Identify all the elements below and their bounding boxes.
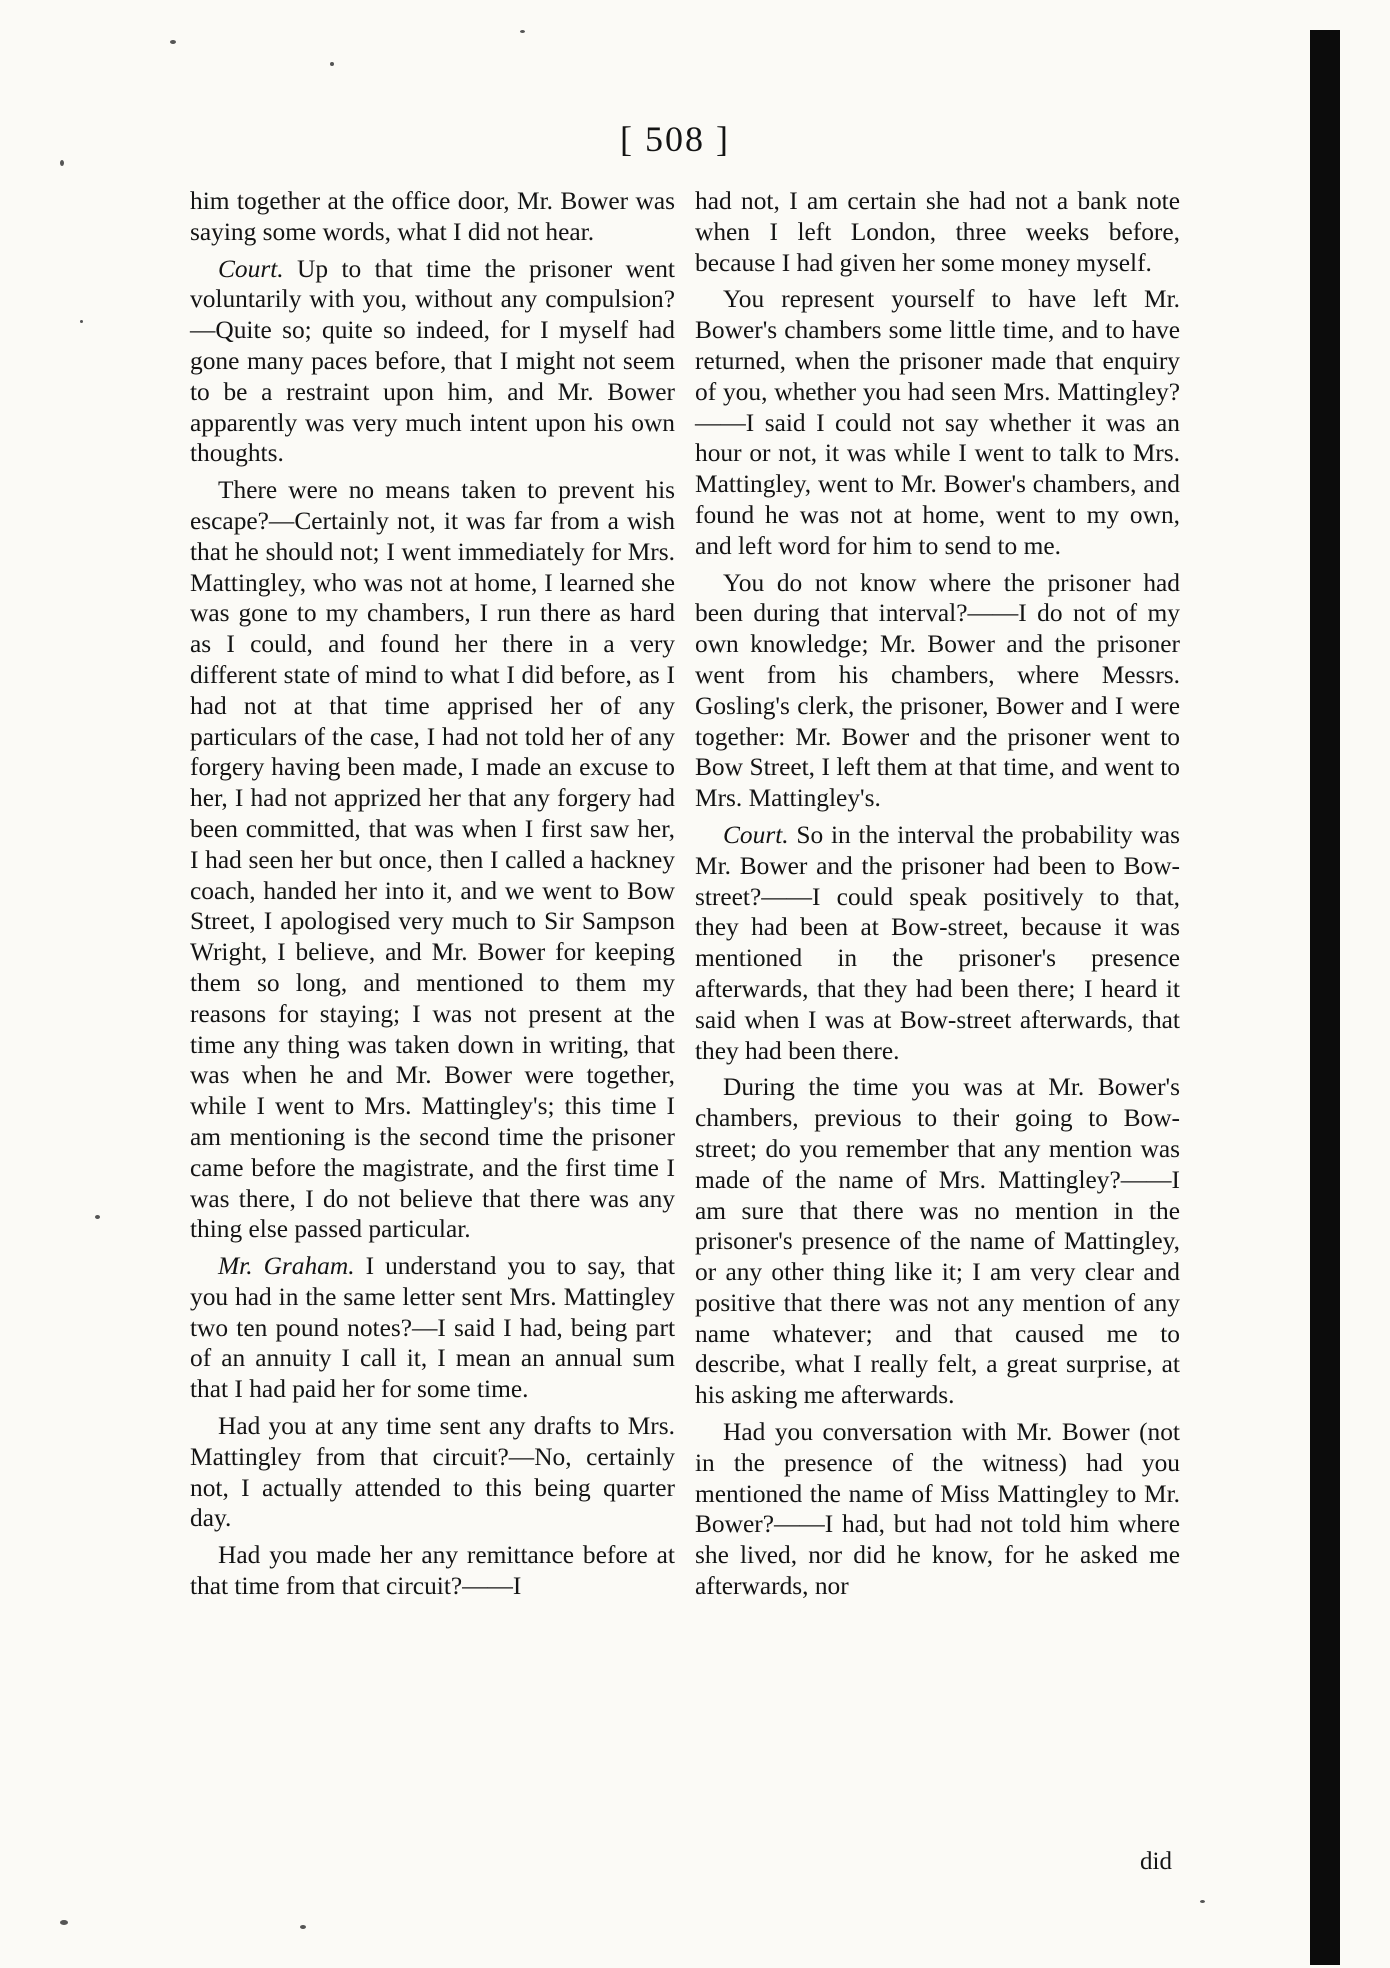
page-edge-shadow: [1310, 30, 1340, 1965]
paragraph-text: him together at the office door, Mr. Bower was saying some words, what I did not hear.: [190, 187, 675, 246]
print-speck: [170, 40, 176, 44]
paragraph-text: So in the interval the probability was Mr. Bower and the prisoner had been to Bow-street?——I could speak positively to that, they had been at Bow-street, because it was mentioned in the prisoner's presence afterwards, that they had been there; I heard it said when I was at Bow-street afterwards, that they had been there.: [695, 820, 1180, 1065]
paragraph-text: You represent yourself to have left Mr. Bower's chambers some little time, and to have returned, when the prisoner made that enquiry of you, whether you had seen Mrs. Mattingley?——I said I could not say whether it was an hour or not, it was while I went to talk to Mrs. Mattingley, went to Mr. Bower's chambers, and found he was not at home, went to my own, and left word for him to send to me.: [695, 285, 1180, 560]
paragraph: [190, 1411, 675, 1534]
speaker-label: Court.: [218, 254, 284, 283]
paragraph-text: You do not know where the prisoner had been during that interval?——I do not of my own knowledge; Mr. Bower and the prisoner went from his chambers, where Messrs. Gosling's clerk, the prisoner, Bower and I were together: Mr. Bower and the prisoner went to Bow Street, I left them at that time, and went to Mrs. Mattingley's.: [695, 568, 1180, 813]
paragraph-text: Had you made her any remittance before at that time from that circuit?——I: [190, 1541, 675, 1601]
catchword: did: [1140, 1848, 1172, 1875]
print-speck: [1200, 1900, 1205, 1903]
paragraph: [695, 186, 1180, 278]
paragraph: [190, 475, 675, 1245]
print-speck: [80, 320, 83, 323]
print-speck: [60, 1920, 68, 1925]
paragraph: [190, 1540, 675, 1602]
left-column: [190, 186, 675, 1608]
paragraph: [190, 186, 675, 248]
paragraph-text: During the time you was at Mr. Bower's chambers, previous to their going to Bow-street; do you remember that any mention was made of the name of Mrs. Mattingley?——I am sure that there was no mention in the prisoner's presence of the name of Mattingley, or any other thing like it; I am very clear and positive that there was not any mention of any name whatever; and that caused me to describe, what I really felt, a great surprise, at his asking me afterwards.: [695, 1073, 1180, 1410]
paragraph: [695, 820, 1180, 1066]
print-speck: [520, 30, 525, 33]
paragraph-text: had not, I am certain she had not a bank note when I left London, three weeks before, because I had given her some money myself.: [695, 187, 1180, 277]
paragraph-text: There were no means taken to prevent his escape?—Certainly not, it was far from a wish that he should not; I went immediately for Mrs. Mattingley, who was not at home, I learned she was gone to my chambers, I run there as hard as I could, and found her there in a very different state of mind to what I did before, as I had not at that time apprised her of any particulars of the case, I had not told her of any forgery having been made, I made an excuse to her, I had not apprized her that any forgery had been committed, that was when I first saw her, I had seen her but once, then I called a hackney coach, handed her into it, and we went to Bow Street, I apologised very much to Sir Sampson Wright, I believe, and Mr. Bower for keeping them so long, and mentioned to them my reasons for staying; I was not present at the time any thing was taken down in writing, that was when he and Mr. Bower were together, while I went to Mrs. Mattingley's; this time I am mentioning is the second time the prisoner came before the magistrate, and the first time I was there, I do not believe that there was any thing else passed particular.: [190, 476, 675, 1244]
print-speck: [95, 1215, 100, 1219]
paragraph-text: I understand you to say, that you had in the same letter sent Mrs. Mattingley two ten pound notes?—I said I had, being part of an annuity I call it, I mean an annual sum that I had paid her for some time.: [190, 1252, 675, 1404]
paragraph: [190, 254, 675, 470]
paragraph-text: Had you at any time sent any drafts to Mrs. Mattingley from that circuit?—No, certainly not, I actually attended to this being quarter day.: [190, 1412, 675, 1533]
paragraph: [190, 1251, 675, 1405]
print-speck: [300, 1925, 306, 1929]
paragraph: [695, 284, 1180, 561]
right-column: [695, 186, 1180, 1608]
page-number: [ 508 ]: [620, 119, 730, 159]
speaker-label: Mr. Graham.: [218, 1252, 355, 1281]
paragraph-text: Had you conversation with Mr. Bower (not in the presence of the witness) had you mentioned the name of Miss Mattingley to Mr. Bower?——I had, but had not told him where she lived, nor did he know, for he asked me afterwards, nor: [695, 1418, 1180, 1601]
paragraph: [695, 1072, 1180, 1411]
paragraph: [695, 568, 1180, 814]
speaker-label: Court.: [723, 820, 789, 849]
paragraph: [695, 1417, 1180, 1602]
print-speck: [60, 160, 64, 166]
print-speck: [330, 62, 334, 66]
paragraph-text: Up to that time the prisoner went voluntarily with you, without any compulsion?—Quite so; quite so indeed, for I myself had gone many paces before, that I might not seem to be a restraint upon him, and Mr. Bower apparently was very much intent upon his own thoughts.: [190, 254, 675, 468]
